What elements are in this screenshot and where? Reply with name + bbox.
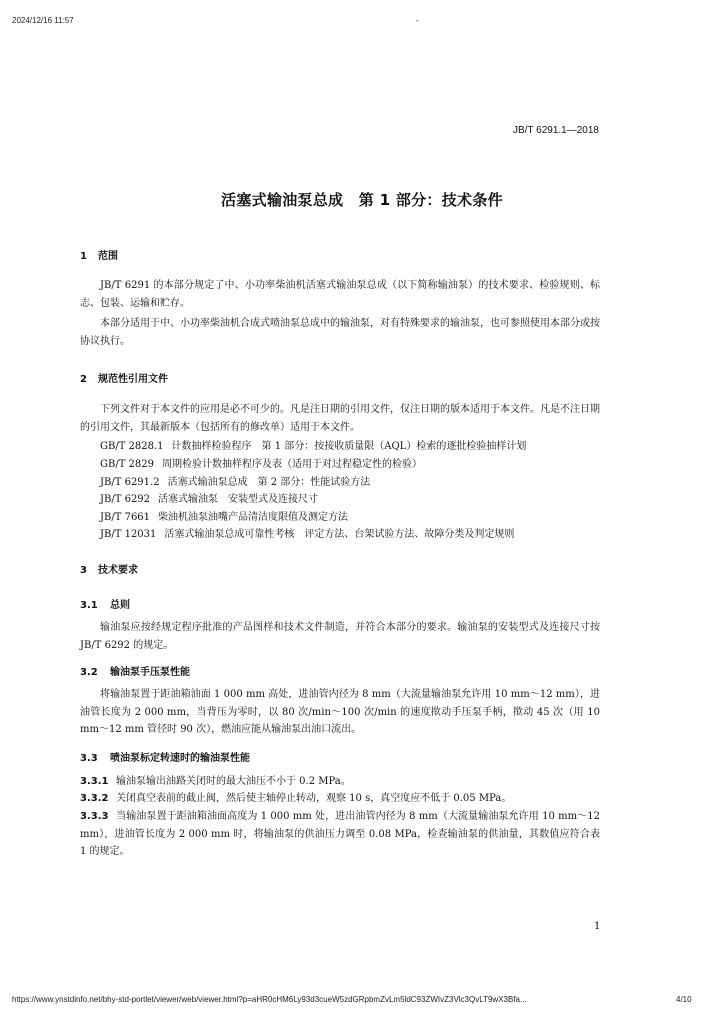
clause-number: 3.3.1: [80, 776, 109, 787]
section-number: 1: [80, 251, 87, 262]
clause-number: 3.3.2: [80, 793, 109, 804]
section-1-paragraph-1: JB/T 6291 的本部分规定了中、小功率柴油机活塞式输油泵总成（以下简称输油泵）的技术要求、检验规则、标志、包装、运输和贮存。: [80, 280, 600, 309]
reference-title: 活塞式输油泵总成可靠性考核 评定方法、台架试验方法、故障分类及判定规则: [164, 529, 515, 540]
section-number: 3: [80, 565, 87, 576]
subsection-title: 总则: [110, 600, 130, 611]
section-title: 技术要求: [98, 565, 138, 576]
reference-title: 活塞式输油泵总成 第 2 部分：性能试验方法: [167, 477, 371, 488]
print-page-count: 4/10: [676, 995, 692, 1004]
section-2-intro: 下列文件对于本文件的应用是必不可少的。凡是注日期的引用文件，仅注日期的版本适用于本文件。凡是不注日期的引用文件，其最新版本（包括所有的修改单）适用于本文件。: [80, 404, 600, 433]
reference-code: GB/T 2828.1: [100, 441, 164, 452]
reference-code: JB/T 12031: [100, 529, 157, 540]
clause-text: 关闭真空表前的截止阀，然后使主轴停止转动，观察 10 s，真空度应不低于 0.05 MPa。: [116, 793, 512, 804]
clause-3-3-1: [80, 773, 600, 791]
reference-code: JB/T 6292: [100, 494, 151, 505]
reference-title: 计数抽样检验程序 第 1 部分：按接收质量限（AQL）检索的逐批检验抽样计划: [171, 441, 527, 452]
subsection-number: 3.1: [80, 600, 98, 611]
reference-code: GB/T 2829: [100, 459, 155, 470]
reference-title: 活塞式输油泵 安装型式及连接尺寸: [158, 494, 319, 505]
reference-code: JB/T 6291.2: [100, 477, 160, 488]
subsection-3-1-text: 输油泵应按经规定程序批准的产品图样和技术文件制造，并符合本部分的要求。输油泵的安装型式及连接尺寸按 JB/T 6292 的规定。: [80, 622, 600, 651]
clause-text: 输油泵输出油路关闭时的最大油压不小于 0.2 MPa。: [116, 776, 351, 787]
section-title: 规范性引用文件: [98, 374, 168, 385]
section-1-heading: [80, 247, 118, 262]
clause-3-3-3: [80, 808, 600, 861]
standard-number: JB/T 6291.1—2018: [513, 125, 599, 136]
subsection-3-1-heading: [80, 596, 130, 611]
document-title: 活塞式输油泵总成 第 1 部分：技术条件: [221, 191, 503, 209]
section-number: 2: [80, 374, 87, 385]
print-url: https://www.ynstdinfo.net/bhy-std-portlet/viewer/web/viewer.html?p=aHR0cHM6Ly93d3cueW5zdGRpbmZvLm5ldC93ZWIvZ3Vlc3QvLT9wX3Bfa...: [12, 995, 527, 1004]
reference-item: [100, 473, 370, 488]
reference-title: 周期检验计数抽样程序及表（适用于对过程稳定性的检验）: [162, 459, 423, 470]
reference-item: [100, 455, 422, 470]
section-title: 范围: [98, 251, 118, 262]
subsection-number: 3.3: [80, 753, 98, 764]
subsection-title: 输油泵手压泵性能: [110, 667, 190, 678]
clause-3-3-2: [80, 790, 600, 808]
clause-number: 3.3.3: [80, 811, 109, 822]
section-2-heading: [80, 370, 168, 385]
subsection-number: 3.2: [80, 667, 98, 678]
subsection-3-3-heading: [80, 749, 250, 764]
subsection-title: 喷油泵标定转速时的输油泵性能: [110, 753, 250, 764]
reference-item: [100, 525, 514, 540]
reference-item: [100, 490, 318, 505]
reference-title: 柴油机油泵油嘴产品清洁度限值及测定方法: [158, 512, 349, 523]
reference-item: [100, 437, 526, 452]
clause-text: 当输油泵置于距油箱油面高度为 1 000 mm 处，进出油管内径为 8 mm（大流量输油泵允许用 10 mm～12 mm），进油管长度为 2 000 mm 时，将输油泵的供油压力调至 0.08 MPa，检查输油泵的供油量，其数值应符合表 1 的规定。: [80, 811, 600, 857]
subsection-3-2-heading: [80, 663, 190, 678]
page-number: 1: [594, 921, 601, 932]
reference-item: [100, 508, 348, 523]
print-header-mark: -: [416, 16, 419, 25]
print-timestamp: 2024/12/16 11:57: [12, 16, 74, 25]
section-3-heading: [80, 561, 138, 576]
section-1-paragraph-2: 本部分适用于中、小功率柴油机合成式喷油泵总成中的输油泵，对有特殊要求的输油泵，也可参照使用本部分或按协议执行。: [80, 318, 600, 347]
reference-code: JB/T 7661: [100, 512, 151, 523]
subsection-3-2-text: 将输油泵置于距油箱油面 1 000 mm 高处，进油管内径为 8 mm（大流量输油泵允许用 10 mm～12 mm），进油管长度为 2 000 mm，当背压为零时，以 80 次/min～100 次/min 的速度揿动手压泵手柄，揿动 45 次（用 10 mm～12 mm 管径时 90 次），燃油应能从输油泵出油口流出。: [80, 689, 600, 735]
